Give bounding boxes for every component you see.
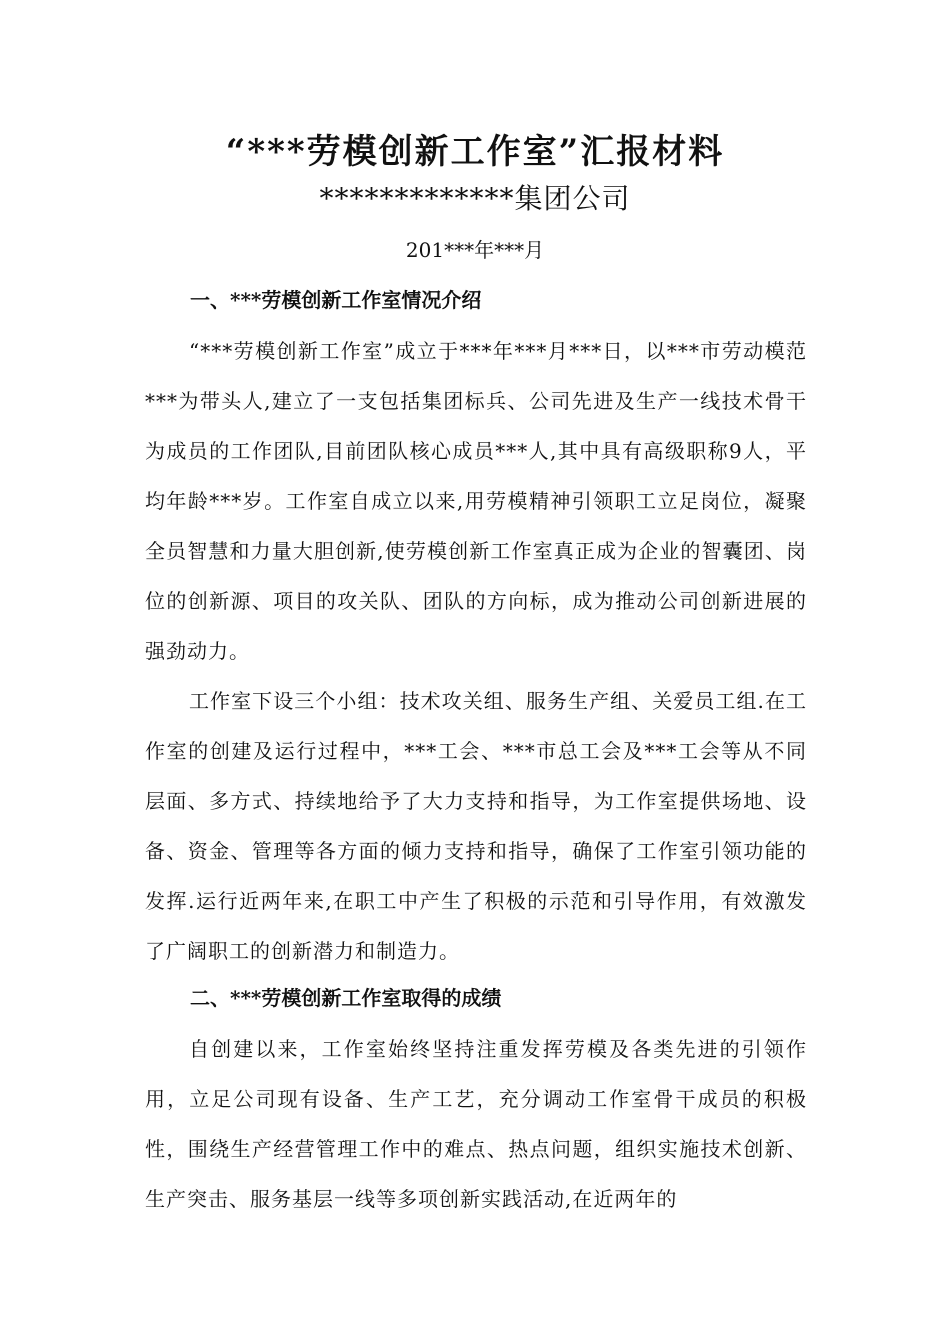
section-heading-1: 一、***劳模创新工作室情况介绍: [190, 288, 482, 312]
company-name: *************集团公司: [319, 182, 631, 215]
paragraph-achievements: 自创建以来，工作室始终坚持注重发挥劳模及各类先进的引领作用，立足公司现有设备、生产工艺，充分调动工作室骨干成员的积极性，围绕生产经营管理工作中的难点、热点问题，组织实施技术创新、生产突击、服务基层一线等多项创新实践活动,在近两年的: [145, 1037, 807, 1211]
section-heading-2: 二、***劳模创新工作室取得的成绩: [190, 986, 502, 1010]
paragraph-intro: “***劳模创新工作室”成立于***年***月***日，以***市劳动模范***为带头人,建立了一支包括集团标兵、公司先进及生产一线技术骨干为成员的工作团队,目前团队核心成员***人,其中具有高级职称9人，平均年龄***岁。工作室自成立以来,用劳模精神引领职工立足岗位，凝聚全员智慧和力量大胆创新,使劳模创新工作室真正成为企业的智囊团、岗位的创新源、项目的攻关队、团队的方向标，成为推动公司创新进展的强劲动力。: [145, 339, 807, 663]
document-date: 201***年***月: [405, 238, 545, 262]
document-title: “***劳模创新工作室”汇报材料: [225, 132, 725, 172]
paragraph-groups: 工作室下设三个小组：技术攻关组、服务生产组、关爱员工组.在工作室的创建及运行过程中，***工会、***市总工会及***工会等从不同层面、多方式、持续地给予了大力支持和指导，为工作室提供场地、设备、资金、管理等各方面的倾力支持和指导，确保了工作室引领功能的发挥.运行近两年来,在职工中产生了积极的示范和引导作用，有效激发了广阔职工的创新潜力和制造力。: [145, 689, 807, 963]
